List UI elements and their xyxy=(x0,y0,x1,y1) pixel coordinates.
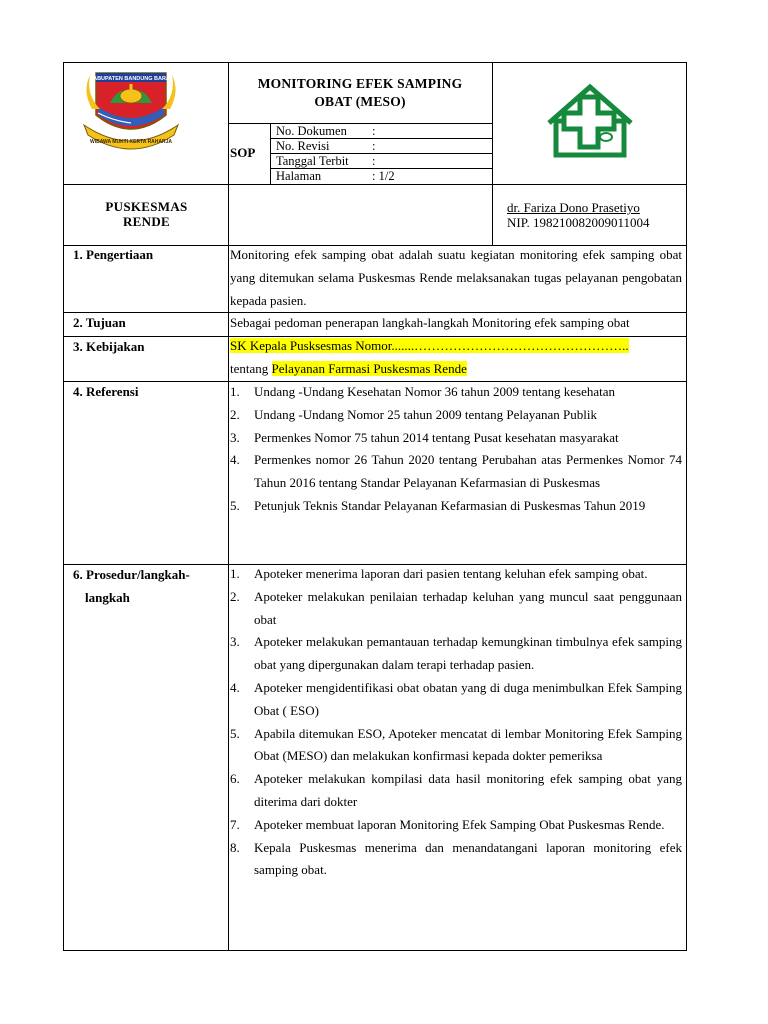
list-item: 8. Kepala Puskesmas menerima dan menandatangani laporan monitoring efek samping obat. xyxy=(230,839,682,878)
list-item-text: Apoteker melakukan kompilasi data hasil monitoring efek samping obat yang diterima dari dokter xyxy=(254,771,682,809)
list-item-text: Apoteker melakukan pemantauan terhadap kemungkinan timbulnya efek samping obat yang dipergunakan dalam terapi terhadap pasien. xyxy=(254,634,682,673)
sop-content-table xyxy=(63,245,687,951)
section-label-tujuan: 2. Tujuan xyxy=(73,315,126,330)
list-item: 7. Apoteker membuat laporan Monitoring Efek Samping Obat Puskesmas Rende. xyxy=(230,816,665,832)
sub-divider xyxy=(492,184,493,245)
list-item: 2. Apoteker melakukan penilaian terhadap keluhan yang muncul saat penggunaan obat xyxy=(230,588,682,627)
unit-name xyxy=(64,199,229,229)
document-title xyxy=(229,75,491,111)
signatory-nip: NIP. 198210082009011004 xyxy=(507,215,650,230)
list-item: 4. Permenkes nomor 26 Tahun 2020 tentang Perubahan atas Permenkes Nomor 74 Tahun 2016 tentang Standar Pelayanan Kefarmasian di Puskesmas xyxy=(230,452,682,491)
document-unit-row xyxy=(63,184,687,246)
meta-value: : xyxy=(372,154,376,168)
document-header xyxy=(63,62,687,185)
list-item-text: Apoteker membuat laporan Monitoring Efek Samping Obat Puskesmas Rende. xyxy=(254,816,665,832)
sop-label: SOP xyxy=(230,145,256,160)
list-item: 3. Permenkes Nomor 75 tahun 2014 tentang Pusat kesehatan masyarakat xyxy=(230,429,619,445)
policy-topic-prefix: tentang xyxy=(230,360,272,376)
list-item-text: Undang -Undang Kesehatan Nomor 36 tahun 2009 tentang kesehatan xyxy=(254,384,616,399)
meta-label: No. Dokumen xyxy=(276,124,347,138)
list-item: 1. Apoteker menerima laporan dari pasien tentang keluhan efek samping obat. xyxy=(230,566,648,581)
puskesmas-cross-logo-icon xyxy=(544,83,636,163)
emblem-motto: WIBAWA MUKTI KERTA RAHARJA xyxy=(89,139,173,145)
signatory xyxy=(507,200,650,230)
section-label-referensi: 4. Referensi xyxy=(73,384,139,399)
title-line: MONITORING EFEK SAMPING xyxy=(257,76,463,91)
list-item: 6. Apoteker melakukan kompilasi data hasil monitoring efek samping obat yang diterima dari dokter xyxy=(230,771,682,809)
list-item: 2. Undang -Undang Nomor 25 tahun 2009 tentang Pelayanan Publik xyxy=(230,406,597,422)
unit-name-line: RENDE xyxy=(122,214,170,229)
meta-value: : xyxy=(372,139,376,153)
meta-row-halaman xyxy=(270,169,492,184)
list-item-text: Permenkes Nomor 75 tahun 2014 tentang Pusat kesehatan masyarakat xyxy=(254,429,619,445)
list-item-text: Apoteker mengidentifikasi obat obatan yang di duga menimbulkan Efek Samping Obat ( ESO) xyxy=(254,679,682,718)
meta-row-no-revisi xyxy=(270,139,492,154)
list-item: 5. Petunjuk Teknis Standar Pelayanan Kefarmasian di Puskesmas Tahun 2019 xyxy=(230,497,646,513)
list-item: 4. Apoteker mengidentifikasi obat obatan yang di duga menimbulkan Efek Samping Obat ( ESO) xyxy=(230,679,682,718)
list-item-text: Kepala Puskesmas menerima dan menandatangani laporan monitoring efek samping obat. xyxy=(254,839,682,878)
list-item-text: Apabila ditemukan ESO, Apoteker mencatat di lembar Monitoring Efek Samping Obat (MESO) dan melakukan konfirmasi kepada dokter pemeriksa xyxy=(254,725,682,764)
list-item-text: Permenkes nomor 26 Tahun 2020 tentang Perubahan atas Permenkes Nomor 74 Tahun 2016 tentang Standar Pelayanan Kefarmasian di Puskesmas xyxy=(254,452,682,491)
list-item: 5. Apabila ditemukan ESO, Apoteker mencatat di lembar Monitoring Efek Samping Obat (MESO) dan melakukan konfirmasi kepada dokter pemeriksa xyxy=(230,725,682,764)
section-text-tujuan: Sebagai pedoman penerapan langkah-langkah Monitoring efek samping obat xyxy=(230,315,630,330)
meta-label: Tanggal Terbit xyxy=(276,154,349,168)
signatory-name: dr. Fariza Dono Prasetiyo xyxy=(507,200,640,215)
meta-row-tanggal-terbit xyxy=(270,154,492,169)
table-column-divider xyxy=(228,245,229,950)
meta-value: : xyxy=(372,124,376,138)
section-label-line: 6. Prosedur/langkah- xyxy=(73,567,190,582)
list-item-text: Apoteker melakukan penilaian terhadap keluhan yang muncul saat penggunaan obat xyxy=(254,588,682,627)
list-item: 1. Undang -Undang Kesehatan Nomor 36 tahun 2009 tentang kesehatan xyxy=(230,384,616,399)
header-divider xyxy=(492,63,493,184)
section-label-prosedur xyxy=(73,563,190,609)
section-label-kebijakan: 3. Kebijakan xyxy=(73,339,145,354)
meta-row-no-dokumen xyxy=(270,124,492,139)
list-item-text: Apoteker menerima laporan dari pasien tentang keluhan efek samping obat. xyxy=(254,566,648,581)
emblem-top-text: KABUPATEN BANDUNG BARAT xyxy=(89,76,173,82)
policy-reference-highlight: SK Kepala Pusksesmas Nomor.......………………………………………….. xyxy=(230,338,629,353)
section-text-pengertian: Monitoring efek samping obat adalah suatu kegiatan monitoring efek samping obat yang ditemukan selama Puskesmas Rende melaksanakan tugas pelayanan pengobatan kepada pasien. xyxy=(230,247,682,308)
section-text-kebijakan xyxy=(230,335,682,381)
unit-name-line: PUSKESMAS xyxy=(105,199,188,214)
section-label-pengertian: 1. Pengertiaan xyxy=(73,247,154,262)
policy-topic-highlight: Pelayanan Farmasi Puskesmas Rende xyxy=(271,360,467,376)
section-label-line: langkah xyxy=(85,590,130,605)
meta-label: Halaman xyxy=(276,169,322,183)
meta-value: : 1/2 xyxy=(372,169,395,183)
reference-list xyxy=(230,381,682,518)
list-item: 3. Apoteker melakukan pemantauan terhadap kemungkinan timbulnya efek samping obat yang dipergunakan dalam terapi terhadap pasien. xyxy=(230,634,682,673)
meta-label: No. Revisi xyxy=(276,139,330,153)
title-line: OBAT (MESO) xyxy=(314,94,406,109)
regency-emblem-logo xyxy=(74,63,188,153)
list-item-text: Undang -Undang Nomor 25 tahun 2009 tentang Pelayanan Publik xyxy=(254,406,597,422)
list-item-text: Petunjuk Teknis Standar Pelayanan Kefarmasian di Puskesmas Tahun 2019 xyxy=(254,497,646,513)
procedure-list xyxy=(230,563,682,882)
